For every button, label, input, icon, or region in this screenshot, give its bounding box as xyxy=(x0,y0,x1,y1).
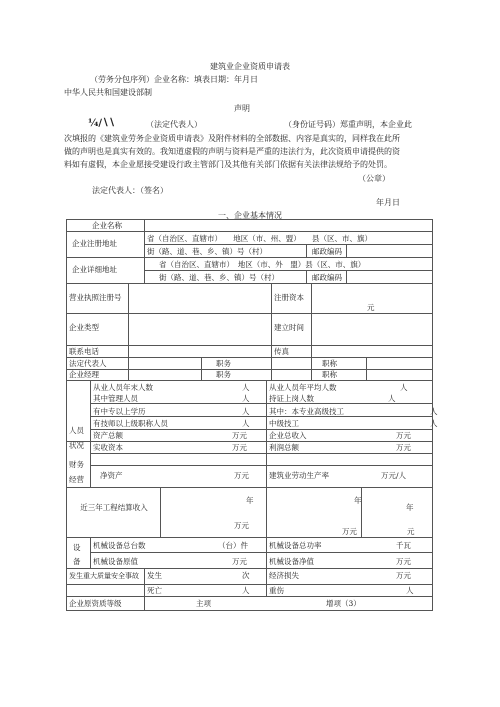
seal-label: （公章） xyxy=(358,174,390,183)
declaration-paragraph-3: 料如有虚假，本企业愿接受建设行政主管部门及其他有关部门依据有关法律法规给予的处罚。 xyxy=(64,160,392,169)
signature-label: 法定代表人：（签名） xyxy=(92,186,168,195)
add-item-label: 增项（3） xyxy=(326,599,361,608)
header-line-company: （劳务分包序列）企业名称：填表日期：年月日 xyxy=(90,75,258,84)
paid-capital-unit: 万元 xyxy=(232,443,247,452)
net-assets-label: 净资产 xyxy=(100,471,123,480)
productivity-unit: 万元/人 xyxy=(381,471,407,480)
declaration-id: （身份证号码）郑重声明，本企业此 xyxy=(284,120,412,129)
accident-label: 发生重大质量安全事故 xyxy=(69,572,139,580)
fax-label: 传真 xyxy=(274,347,289,356)
staff-year-end-unit: 人 xyxy=(242,383,250,392)
signature-date: 年月日 xyxy=(376,198,400,207)
paid-capital-label: 实收资本 xyxy=(93,443,123,452)
settlement-unit-3: 元 xyxy=(407,527,415,536)
capital-label: 注册资本 xyxy=(274,293,304,302)
staff-year-end-label: 从业人员年末人数 xyxy=(93,383,153,392)
loss-unit: 万元 xyxy=(396,571,411,580)
certified-label: 持证上岗人数 xyxy=(269,394,314,403)
net-assets-unit: 万元 xyxy=(234,471,249,480)
revenue-label: 企业总收入 xyxy=(269,431,307,440)
mid-title-label: 有技师以上级职称人员 xyxy=(93,419,168,428)
loss-label: 经济损失 xyxy=(269,571,299,580)
equip-count-unit: （台）件 xyxy=(218,541,248,550)
manager-title-label: 职称 xyxy=(322,370,337,379)
license-label: 营业执照注册号 xyxy=(69,293,122,302)
settlement-label: 近三年工程结算收入 xyxy=(80,503,148,512)
assets-label: 资产总额 xyxy=(93,431,123,440)
section-heading: 一、企业基本情况 xyxy=(218,211,282,220)
document-title: 建筑业企业资质申请表 xyxy=(210,62,290,71)
mid-tech-label: 有中专以上学历 xyxy=(93,407,146,416)
settlement-year-1: 年 xyxy=(246,496,254,505)
phone-label: 联系电话 xyxy=(69,347,99,356)
settlement-year-3: 年 xyxy=(406,503,414,512)
mid-tech-unit: 人 xyxy=(242,407,250,416)
death-unit: 人 xyxy=(242,586,250,595)
declaration-legal-rep: （法定代表人） xyxy=(146,120,202,129)
detail-postcode-label: 邮政编码 xyxy=(312,273,342,282)
reg-postcode-label: 邮政编码 xyxy=(312,247,342,256)
reg-address-line-1: 省（自治区、直辖市） 地区（市、州、盟） 县（区、市、旗） xyxy=(147,234,372,243)
basic-info-form xyxy=(66,219,438,611)
detail-address-label: 企业详细地址 xyxy=(72,265,117,274)
capital-unit: 元 xyxy=(367,303,375,312)
injured-label: 重伤 xyxy=(269,586,284,595)
legal-rep-label: 法定代表人 xyxy=(69,359,107,368)
header-line-ministry: 中华人民共和国建设部制 xyxy=(64,88,152,97)
certified-unit: 人 xyxy=(388,394,396,403)
settlement-year-2: 年 xyxy=(354,496,362,505)
mgmt-label: 其中管理人员 xyxy=(93,394,138,403)
settlement-unit-2: 万元 xyxy=(342,527,357,536)
mid-worker-label: 中级技工 xyxy=(269,419,299,428)
equip-power-label: 机械设备总功率 xyxy=(269,541,322,550)
skilled-unit: 人 xyxy=(430,407,438,416)
death-label: 死亡 xyxy=(147,586,162,595)
detail-address-line-1: 省（自治区、直辖市） 地区（市、外 盟）县（区、市、旗） xyxy=(159,260,366,269)
mgmt-unit: 人 xyxy=(242,394,250,403)
reg-address-line-2: 街（路、道、巷、乡、镇）号（村） xyxy=(147,247,267,256)
equip-count-label: 机械设备总台数 xyxy=(93,541,146,550)
legal-rep-position-label: 职务 xyxy=(216,359,231,368)
mid-worker-unit: 人 xyxy=(430,419,438,428)
equip-value-unit: 万元 xyxy=(232,557,247,566)
finance-group-label: 财务经营 xyxy=(69,460,84,484)
legal-rep-title-label: 职称 xyxy=(322,359,337,368)
declaration-heading: 声明 xyxy=(234,104,250,113)
equip-net-unit: 万元 xyxy=(396,557,411,566)
company-type-label: 企业类型 xyxy=(69,323,99,332)
reg-address-label: 企业注册地址 xyxy=(72,239,117,248)
mid-title-unit: 人 xyxy=(242,419,250,428)
profit-unit: 万元 xyxy=(396,443,411,452)
assets-unit: 万元 xyxy=(232,431,247,440)
manager-position-label: 职务 xyxy=(216,370,231,379)
skilled-label: 其中：本专业高级技工 xyxy=(269,407,344,416)
main-item-label: 主项 xyxy=(196,599,211,608)
staff-avg-unit: 人 xyxy=(400,383,408,392)
accident-occurred-label: 发生 xyxy=(147,571,162,580)
accident-times-unit: 次 xyxy=(242,571,250,580)
founded-label: 建立时间 xyxy=(274,323,304,332)
equip-net-label: 机械设备净值 xyxy=(269,557,314,566)
settlement-unit-1: 万元 xyxy=(234,521,249,530)
profit-label: 利润总额 xyxy=(269,443,299,452)
detail-address-line-2: 街（路、道、巷、乡、镇）号（村） xyxy=(159,273,279,282)
staff-group-label: 人员状况 xyxy=(69,426,84,450)
declaration-paragraph-1: 次填报的《建筑业劳务企业资质申请表》及附件材料的全部数据、内容是真实的，同样我在此所 xyxy=(64,134,400,143)
revenue-unit: 万元 xyxy=(396,431,411,440)
qual-grade-label: 企业原资质等级 xyxy=(69,599,122,608)
productivity-label: 建筑业劳动生产率 xyxy=(269,471,329,480)
injured-unit: 人 xyxy=(406,586,414,595)
manager-label: 企业经理 xyxy=(69,370,99,379)
equipment-group-label: 设备 xyxy=(73,543,81,566)
staff-avg-label: 从业人员年平均人数 xyxy=(269,383,337,392)
declaration-mark: ¼∕∖∖ xyxy=(88,118,115,129)
company-name-label: 企业名称 xyxy=(92,221,122,230)
equip-value-label: 机械设备原值 xyxy=(93,557,138,566)
equip-power-unit: 千瓦 xyxy=(396,541,411,550)
declaration-paragraph-2: 做的声明也是真实有效的。我知道虚假的声明与资料是严重的违法行为，此次资质申请提供的资 xyxy=(64,147,400,156)
